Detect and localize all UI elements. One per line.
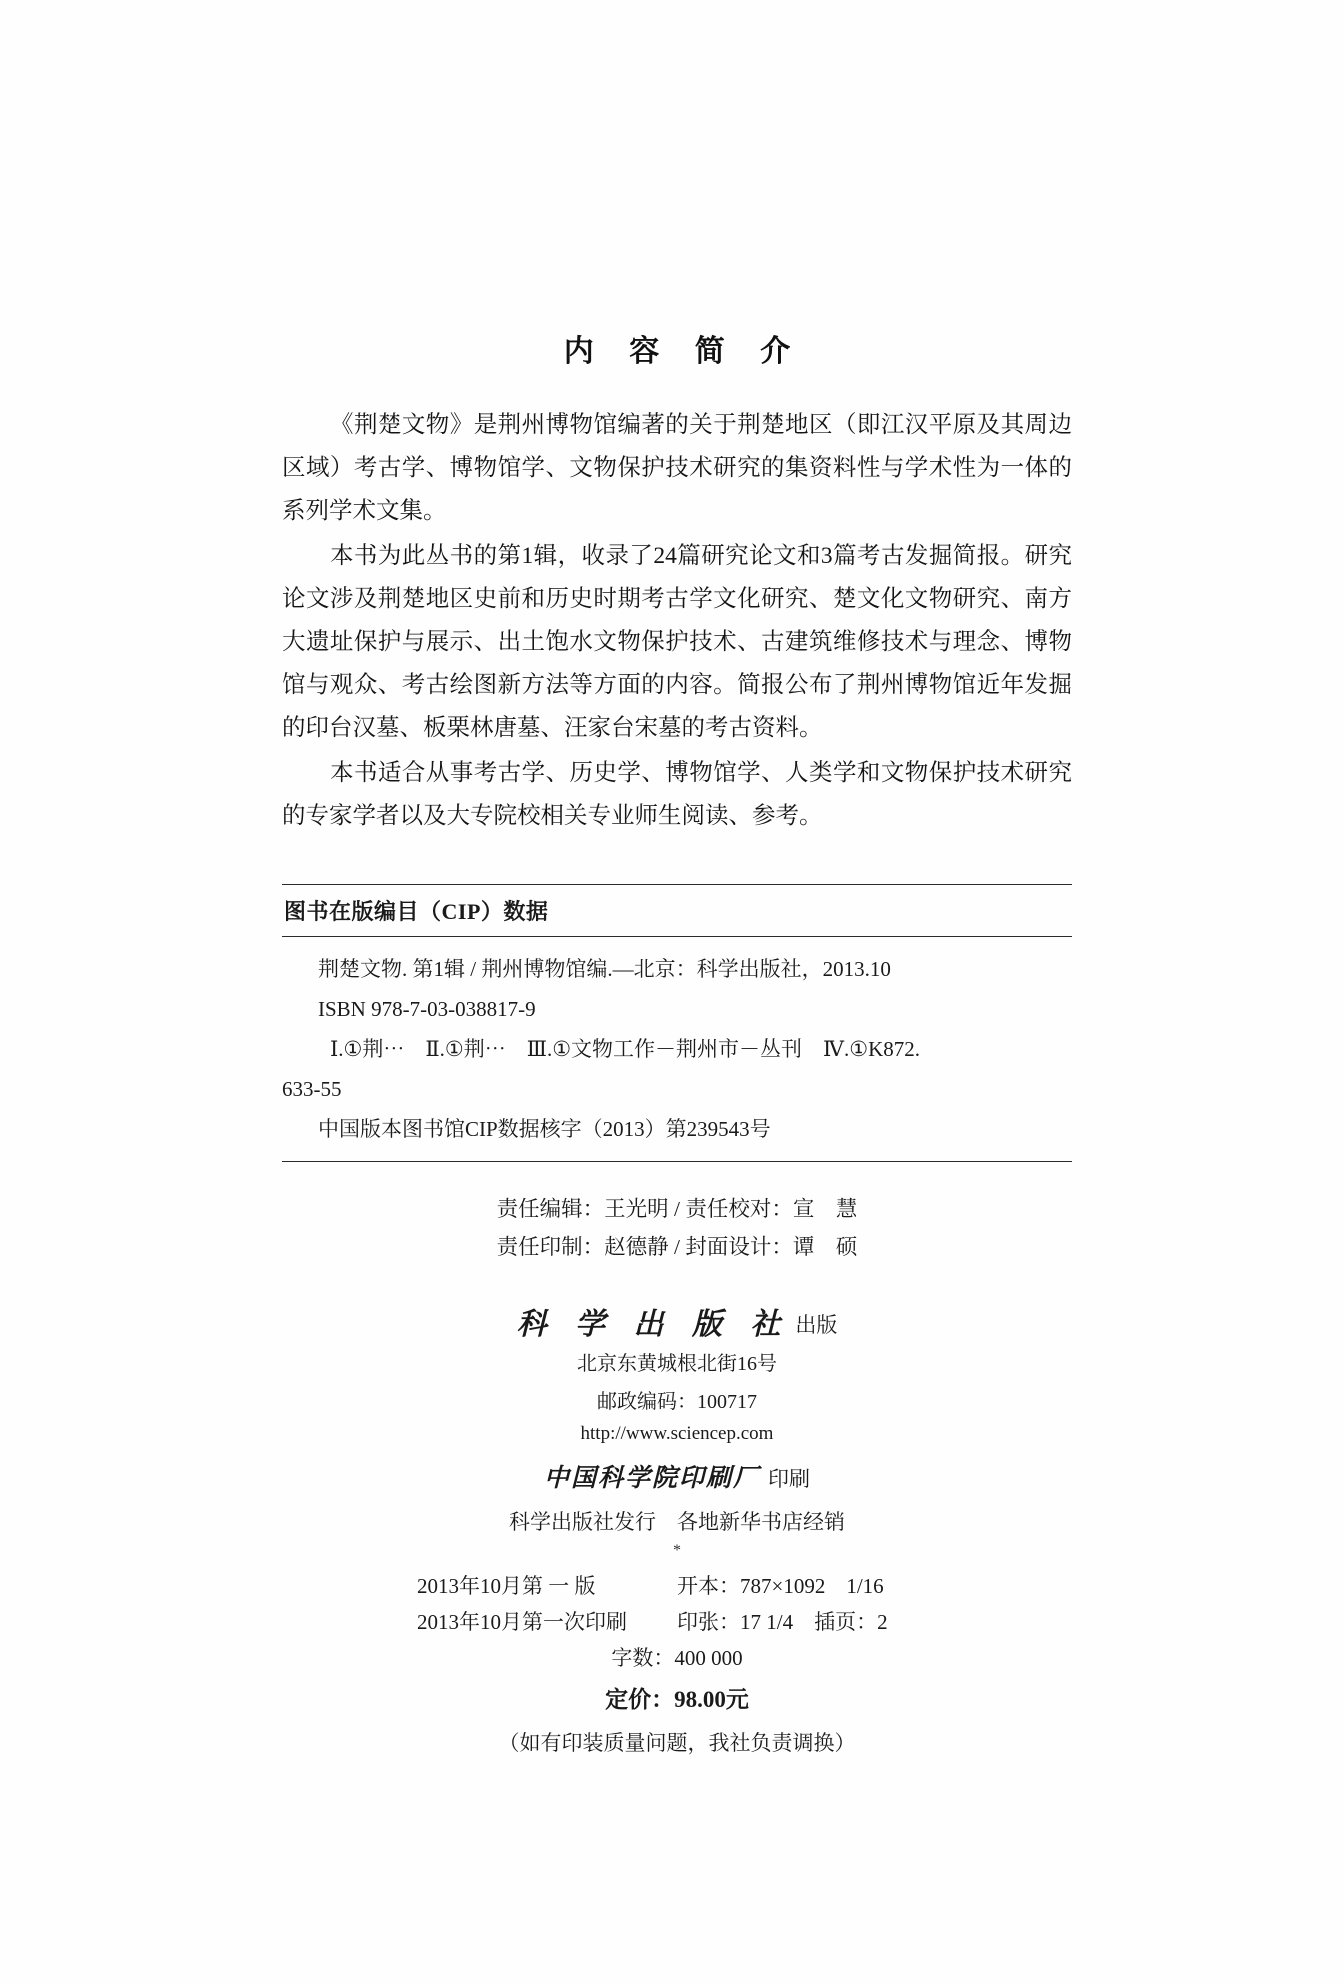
cip-line-1: 荆楚文物. 第1辑 / 荆州博物馆编.—北京：科学出版社，2013.10	[318, 957, 891, 981]
printer-line	[282, 1462, 1072, 1496]
publisher-url[interactable]: http://www.sciencep.com	[580, 1423, 774, 1445]
specs-block	[282, 1568, 1072, 1676]
intro-paragraph-3: 本书适合从事考古学、历史学、博物馆学、人类学和文物保护技术研究的专家学者以及大专院校相关专业师生阅读、参考。	[282, 760, 1072, 829]
publisher-postcode: 邮政编码：100717	[597, 1391, 757, 1414]
book-format: 开本：787×1092 1/16	[677, 1574, 884, 1599]
intro-paragraph-2: 本书为此丛书的第1辑，收录了24篇研究论文和3篇考古发掘简报。研究论文涉及荆楚地区史前和历史时期考古学文化研究、楚文化文物研究、南方大遗址保护与展示、出土饱水文物保护技术、古建筑维修技术与理念、博物馆与观众、考古绘图新方法等方面的内容。简报公布了荆州博物馆近年发掘的印台汉墓、板栗林唐墓、汪家台宋墓的考古资料。	[282, 543, 1072, 741]
credit-line-production: 责任印制：赵德静 / 封面设计：谭 硕	[496, 1235, 858, 1259]
publisher-line	[282, 1306, 1072, 1342]
page-content	[282, 0, 1072, 1762]
cip-line-3: Ⅰ.①荆⋯ Ⅱ.①荆⋯ Ⅲ.①文物工作－荆州市－丛刊 Ⅳ.①K872.	[330, 1037, 921, 1061]
publisher-logo-suffix: 出版	[795, 1313, 838, 1338]
separator-star: *	[673, 1542, 681, 1560]
cip-line-4: 633-55	[282, 1077, 342, 1101]
edition-date: 2013年10月第 一 版	[417, 1574, 596, 1599]
cip-line-5: 中国版本图书馆CIP数据核字（2013）第239543号	[318, 1117, 771, 1141]
specs-row-1	[417, 1568, 937, 1604]
cip-block	[282, 884, 1072, 1162]
printer-logo: 中国科学院印刷厂	[543, 1465, 760, 1493]
cip-body	[282, 937, 1072, 1161]
print-date: 2013年10月第一次印刷	[417, 1610, 627, 1635]
publisher-logo: 科 学 出 版 社	[516, 1307, 790, 1343]
word-count: 字数：400 000	[611, 1646, 743, 1671]
quality-note: （如有印装质量问题，我社负责调换）	[498, 1731, 856, 1756]
page-title: 内 容 简 介	[563, 335, 805, 368]
cip-heading: 图书在版编目（CIP）数据	[284, 899, 549, 924]
cip-line-2: ISBN 978-7-03-038817-9	[318, 997, 536, 1021]
intro-section	[282, 404, 1072, 838]
specs-row-2	[417, 1604, 937, 1640]
distribution-line: 科学出版社发行 各地新华书店经销	[509, 1510, 845, 1535]
credit-line-editor: 责任编辑：王光明 / 责任校对：宣 慧	[496, 1197, 858, 1221]
price-line: 定价：98.00元	[605, 1687, 749, 1713]
print-sheets: 印张：17 1/4 插页：2	[677, 1610, 888, 1635]
cip-bottom-rule	[282, 1161, 1072, 1162]
intro-paragraph-1: 《荆楚文物》是荆州博物馆编著的关于荆楚地区（即江汉平原及其周边区域）考古学、博物馆学、文物保护技术研究的集资料性与学术性为一体的系列学术文集。	[282, 412, 1072, 524]
credits-block	[282, 1190, 1072, 1266]
publisher-address: 北京东黄城根北街16号	[577, 1353, 777, 1376]
printer-logo-suffix: 印刷	[768, 1467, 810, 1492]
